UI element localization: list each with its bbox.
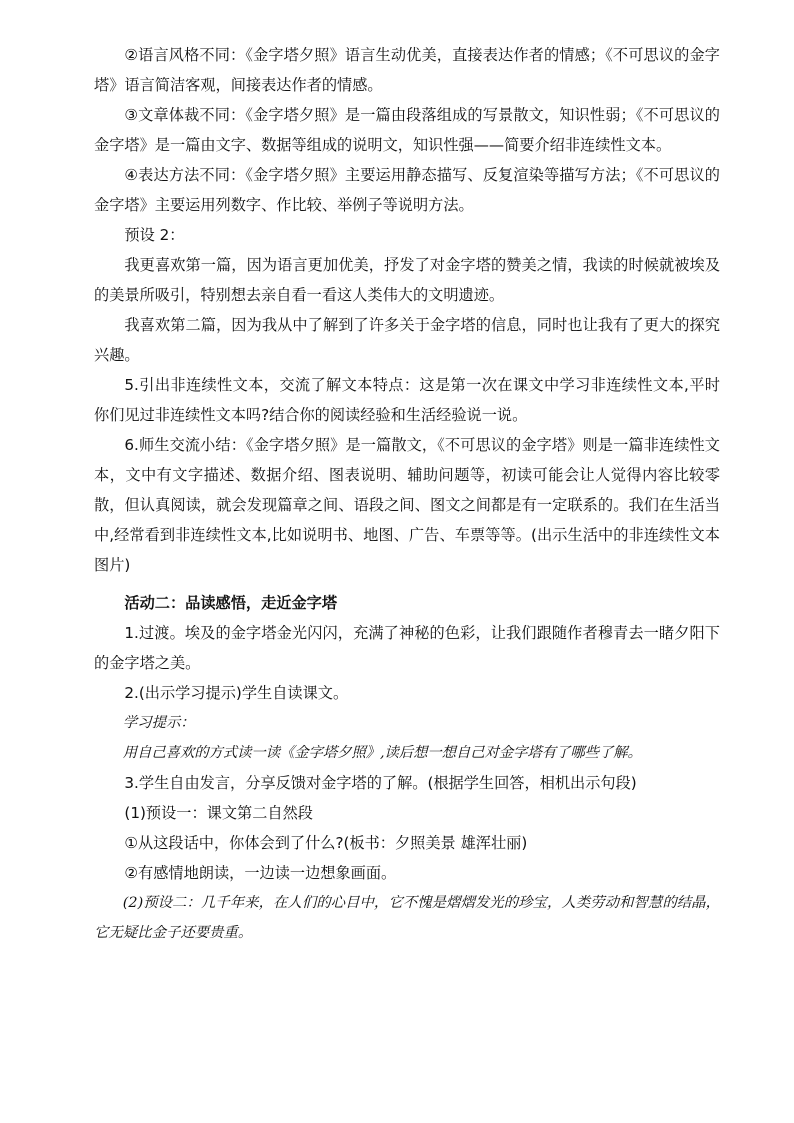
paragraph-transition: 1.过渡。埃及的金字塔金光闪闪，充满了神秘的色彩，让我们跟随作者穆青去一睹夕阳下的金字塔之美。: [94, 624, 720, 672]
paragraph-preset-two: (2)预设二：几千年来，在人们的心目中，它不愧是熠熠发光的珍宝，人类劳动和智慧的结晶，它无疑比金子还要贵重。: [94, 895, 720, 941]
paragraph-step-5: 5.引出非连续性文本，交流了解文本特点：这是第一次在课文中学习非连续性文本,平时你们见过非连续性文本吗?结合你的阅读经验和生活经验说一说。: [94, 376, 720, 424]
paragraph-expression-method: ④表达方法不同：《金字塔夕照》主要运用静态描写、反复渲染等描写方法；《不可思议的金字塔》主要运用列数字、作比较、举例子等说明方法。: [94, 166, 720, 214]
document-body: [94, 40, 720, 948]
paragraph-feel: ①从这段话中，你体会到了什么?(板书：夕照美景 雄浑壮丽): [124, 834, 528, 852]
study-hint-label: 学习提示：: [122, 715, 195, 731]
paragraph-like-first: 我更喜欢第一篇，因为语言更加优美，抒发了对金字塔的赞美之情，我读的时候就被埃及的美景所吸引，特别想去亲自看一看这人类伟大的文明遗迹。: [94, 256, 720, 304]
paragraph-self-read: 2.(出示学习提示)学生自读课文。: [124, 684, 349, 702]
paragraph-genre: ③文章体裁不同：《金字塔夕照》是一篇由段落组成的写景散文，知识性弱；《不可思议的金字塔》是一篇由文字、数据等组成的说明文，知识性强——简要介绍非连续性文本。: [94, 106, 720, 154]
section-heading-activity-2: 活动二：品读感悟，走近金字塔: [124, 594, 338, 612]
paragraph-language-style: ②语言风格不同：《金字塔夕照》语言生动优美，直接表达作者的情感；《不可思议的金字塔》语言简洁客观，间接表达作者的情感。: [94, 46, 720, 94]
paragraph-read-aloud: ②有感情地朗读，一边读一边想象画面。: [124, 864, 397, 882]
paragraph-preset-2-label: 预设 2：: [124, 226, 185, 244]
paragraph-step-6: 6.师生交流小结：《金字塔夕照》是一篇散文，《不可思议的金字塔》则是一篇非连续性文本，文中有文字描述、数据介绍、图表说明、辅助问题等，初读可能会让人觉得内容比较零散，但认真阅读，就会发现篇章之间、语段之间、图文之间都是有一定联系的。我们在生活当中,经常看到非连续性文本,比如说明书、地图、广告、车票等等。(出示生活中的非连续性文本图片): [94, 436, 720, 574]
paragraph-like-second: 我喜欢第二篇，因为我从中了解到了许多关于金字塔的信息，同时也让我有了更大的探究兴趣。: [94, 316, 720, 364]
paragraph-share: 3.学生自由发言，分享反馈对金字塔的了解。(根据学生回答，相机出示句段): [124, 774, 637, 792]
paragraph-preset-one: (1)预设一：课文第二自然段: [124, 804, 313, 822]
study-hint-text: 用自己喜欢的方式读一读《金字塔夕照》,读后想一想自己对金字塔有了哪些了解。: [122, 745, 642, 761]
